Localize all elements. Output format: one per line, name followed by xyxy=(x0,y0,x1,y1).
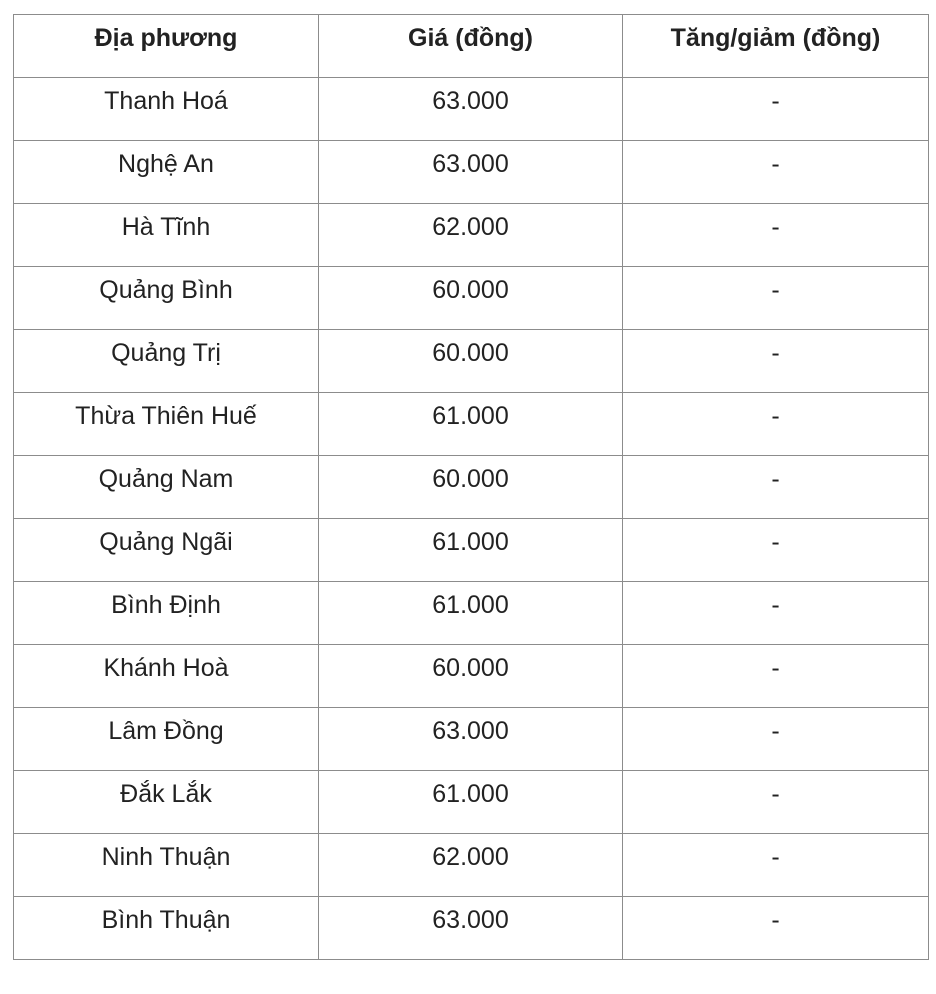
change-cell: - xyxy=(623,456,929,519)
region-cell: Quảng Ngãi xyxy=(14,519,319,582)
column-header-price: Giá (đồng) xyxy=(319,15,623,78)
table-row xyxy=(14,645,929,708)
change-cell: - xyxy=(623,330,929,393)
price-cell: 61.000 xyxy=(319,519,623,582)
price-cell: 60.000 xyxy=(319,456,623,519)
change-cell: - xyxy=(623,141,929,204)
table-body xyxy=(14,78,929,960)
price-cell: 63.000 xyxy=(319,78,623,141)
region-cell: Khánh Hoà xyxy=(14,645,319,708)
change-cell: - xyxy=(623,771,929,834)
region-cell: Hà Tĩnh xyxy=(14,204,319,267)
change-cell: - xyxy=(623,897,929,960)
price-cell: 61.000 xyxy=(319,393,623,456)
table-row xyxy=(14,582,929,645)
region-cell: Lâm Đồng xyxy=(14,708,319,771)
change-cell: - xyxy=(623,393,929,456)
region-cell: Nghệ An xyxy=(14,141,319,204)
price-cell: 61.000 xyxy=(319,582,623,645)
table-row xyxy=(14,330,929,393)
price-cell: 60.000 xyxy=(319,330,623,393)
price-table xyxy=(13,14,929,960)
table-row xyxy=(14,78,929,141)
price-cell: 62.000 xyxy=(319,834,623,897)
change-cell: - xyxy=(623,582,929,645)
table-row xyxy=(14,834,929,897)
table-row xyxy=(14,267,929,330)
change-cell: - xyxy=(623,267,929,330)
region-cell: Quảng Bình xyxy=(14,267,319,330)
price-cell: 63.000 xyxy=(319,141,623,204)
column-header-change: Tăng/giảm (đồng) xyxy=(623,15,929,78)
region-cell: Bình Thuận xyxy=(14,897,319,960)
table-row xyxy=(14,393,929,456)
region-cell: Đắk Lắk xyxy=(14,771,319,834)
region-cell: Bình Định xyxy=(14,582,319,645)
region-cell: Quảng Trị xyxy=(14,330,319,393)
table-row xyxy=(14,456,929,519)
table-row xyxy=(14,708,929,771)
change-cell: - xyxy=(623,78,929,141)
table-row xyxy=(14,141,929,204)
price-cell: 63.000 xyxy=(319,708,623,771)
price-cell: 60.000 xyxy=(319,645,623,708)
table-row xyxy=(14,771,929,834)
change-cell: - xyxy=(623,645,929,708)
region-cell: Thanh Hoá xyxy=(14,78,319,141)
table-row xyxy=(14,897,929,960)
table-row xyxy=(14,519,929,582)
region-cell: Ninh Thuận xyxy=(14,834,319,897)
change-cell: - xyxy=(623,519,929,582)
column-header-region: Địa phương xyxy=(14,15,319,78)
price-cell: 63.000 xyxy=(319,897,623,960)
price-cell: 60.000 xyxy=(319,267,623,330)
change-cell: - xyxy=(623,708,929,771)
header-row xyxy=(14,15,929,78)
table-row xyxy=(14,204,929,267)
change-cell: - xyxy=(623,204,929,267)
change-cell: - xyxy=(623,834,929,897)
table-header xyxy=(14,15,929,78)
region-cell: Thừa Thiên Huế xyxy=(14,393,319,456)
price-cell: 61.000 xyxy=(319,771,623,834)
region-cell: Quảng Nam xyxy=(14,456,319,519)
price-cell: 62.000 xyxy=(319,204,623,267)
